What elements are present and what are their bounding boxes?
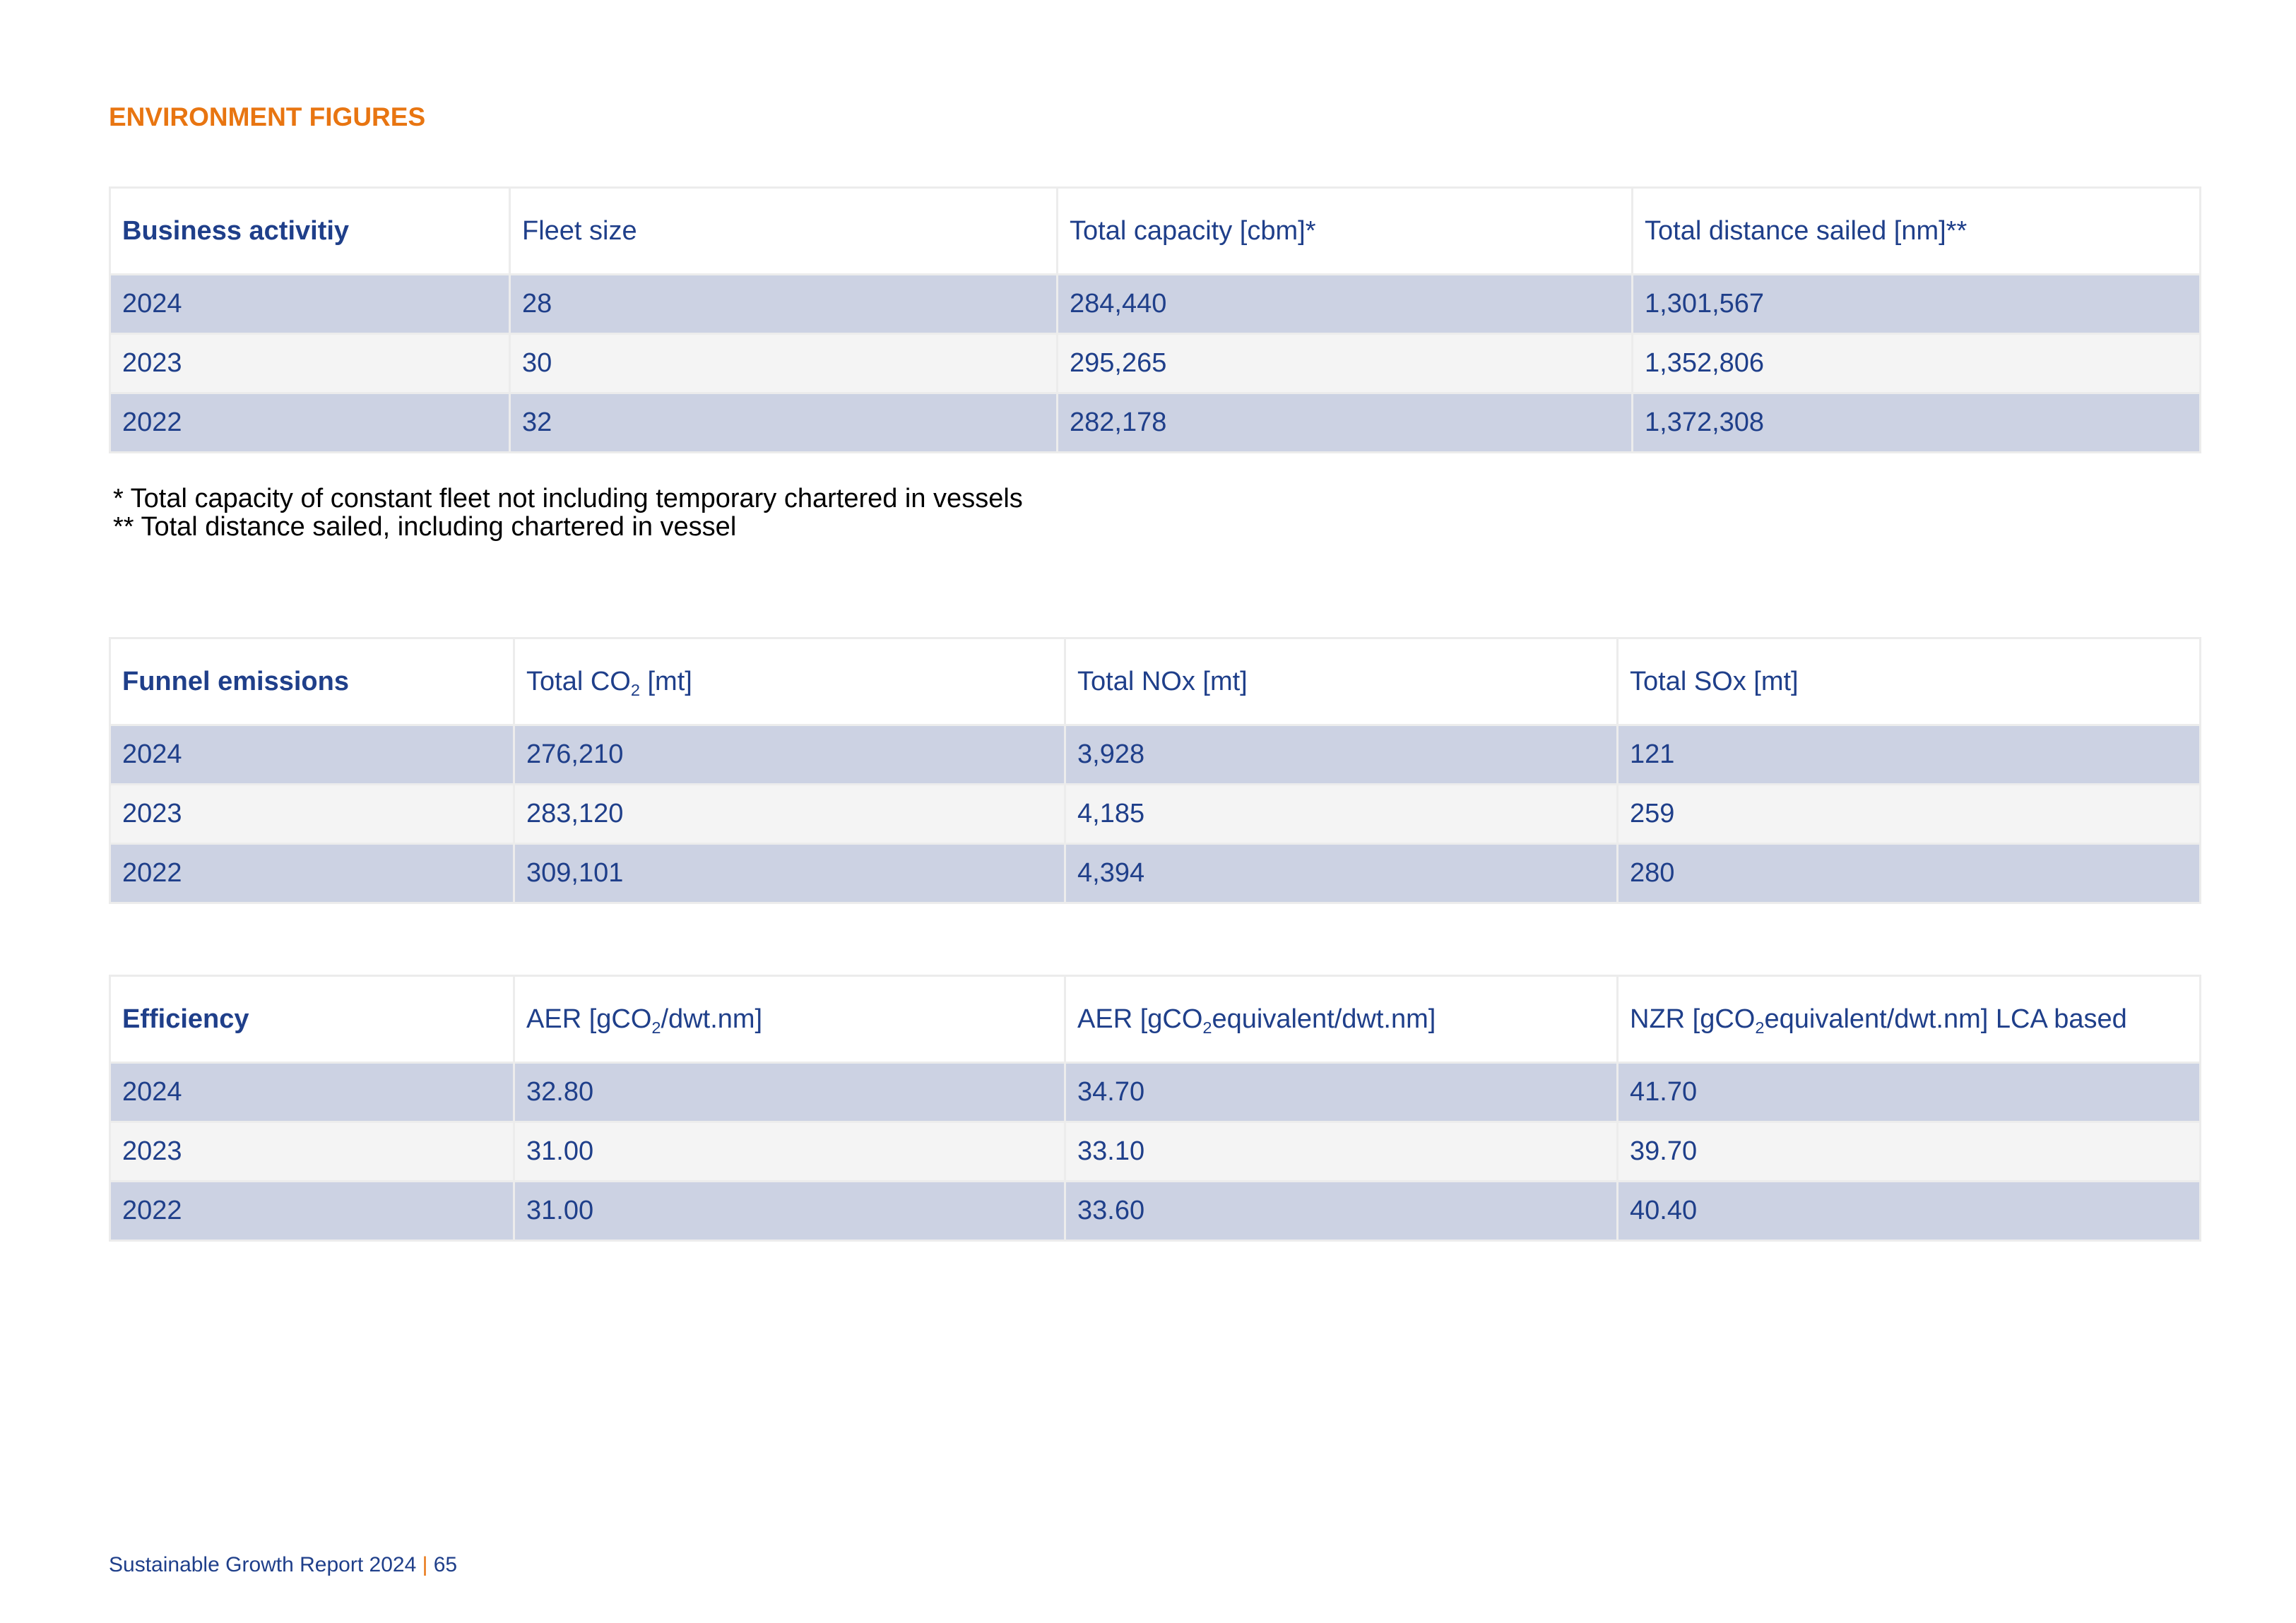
- column-header-total-nox: Total NOx [mt]: [1065, 638, 1618, 725]
- table-row: [110, 1063, 2201, 1122]
- total-capacity-cell: 284,440: [1058, 275, 1633, 334]
- footnotes: [113, 484, 1023, 541]
- year-cell: 2022: [110, 1182, 514, 1241]
- footer-separator: |: [422, 1553, 428, 1576]
- aer-cell: 31.00: [514, 1122, 1065, 1182]
- table-row: [110, 1122, 2201, 1182]
- sox-cell: 259: [1618, 785, 2201, 844]
- aer-equivalent-cell: 33.10: [1065, 1122, 1618, 1182]
- nox-cell: 4,185: [1065, 785, 1618, 844]
- column-header-total-capacity: Total capacity [cbm]*: [1058, 188, 1633, 275]
- sox-cell: 280: [1618, 844, 2201, 903]
- nzr-cell: 40.40: [1618, 1182, 2201, 1241]
- table-row: [110, 844, 2201, 903]
- total-distance-cell: 1,372,308: [1633, 393, 2201, 453]
- total-distance-cell: 1,301,567: [1633, 275, 2201, 334]
- subscript: 2: [651, 1018, 661, 1037]
- table-row: [110, 785, 2201, 844]
- business-activity-table: [109, 186, 2201, 453]
- year-cell: 2022: [110, 393, 510, 453]
- year-cell: 2023: [110, 1122, 514, 1182]
- table-row: [110, 725, 2201, 785]
- footnote-capacity: * Total capacity of constant fleet not including temporary chartered in vessels: [113, 484, 1023, 513]
- co2-cell: 283,120: [514, 785, 1065, 844]
- header-text-unit: [mt]: [639, 666, 692, 696]
- co2-cell: 276,210: [514, 725, 1065, 785]
- fleet-size-cell: 30: [510, 334, 1058, 393]
- column-header-total-distance: Total distance sailed [nm]**: [1633, 188, 2201, 275]
- table-row: [110, 1182, 2201, 1241]
- year-cell: 2024: [110, 1063, 514, 1122]
- column-header-efficiency: Efficiency: [110, 976, 514, 1063]
- page-title: ENVIRONMENT FIGURES: [109, 102, 426, 131]
- column-header-aer-equivalent: [1065, 976, 1618, 1063]
- year-cell: 2024: [110, 275, 510, 334]
- nzr-cell: 41.70: [1618, 1063, 2201, 1122]
- fleet-size-cell: 32: [510, 393, 1058, 453]
- table-row: [110, 275, 2201, 334]
- table-header-row: [110, 638, 2201, 725]
- total-capacity-cell: 282,178: [1058, 393, 1633, 453]
- page-footer: [109, 1552, 457, 1578]
- funnel-emissions-table: [109, 637, 2201, 904]
- header-text: AER [gCO: [1077, 1004, 1203, 1034]
- efficiency-table: [109, 975, 2201, 1242]
- footer-page-number: 65: [433, 1553, 458, 1576]
- header-text: Total CO: [526, 666, 631, 696]
- column-header-total-co2: [514, 638, 1065, 725]
- table-header-row: [110, 976, 2201, 1063]
- column-header-nzr: [1618, 976, 2201, 1063]
- co2-cell: 309,101: [514, 844, 1065, 903]
- column-header-fleet-size: Fleet size: [510, 188, 1058, 275]
- header-text: AER [gCO: [526, 1004, 652, 1034]
- subscript: 2: [630, 680, 640, 699]
- header-text-unit: equivalent/dwt.nm] LCA based: [1764, 1004, 2127, 1034]
- column-header-aer: [514, 976, 1065, 1063]
- nox-cell: 4,394: [1065, 844, 1618, 903]
- table-header-row: [110, 188, 2201, 275]
- aer-cell: 32.80: [514, 1063, 1065, 1122]
- header-text-unit: equivalent/dwt.nm]: [1212, 1004, 1436, 1034]
- year-cell: 2023: [110, 334, 510, 393]
- table-row: [110, 334, 2201, 393]
- nzr-cell: 39.70: [1618, 1122, 2201, 1182]
- subscript: 2: [1755, 1018, 1765, 1037]
- total-capacity-cell: 295,265: [1058, 334, 1633, 393]
- total-distance-cell: 1,352,806: [1633, 334, 2201, 393]
- column-header-business-activity: Business activitiy: [110, 188, 510, 275]
- column-header-total-sox: Total SOx [mt]: [1618, 638, 2201, 725]
- footnote-distance: ** Total distance sailed, including chartered in vessel: [113, 512, 737, 542]
- aer-equivalent-cell: 33.60: [1065, 1182, 1618, 1241]
- sox-cell: 121: [1618, 725, 2201, 785]
- year-cell: 2024: [110, 725, 514, 785]
- nox-cell: 3,928: [1065, 725, 1618, 785]
- header-text-unit: /dwt.nm]: [661, 1004, 763, 1034]
- subscript: 2: [1202, 1018, 1212, 1037]
- year-cell: 2022: [110, 844, 514, 903]
- fleet-size-cell: 28: [510, 275, 1058, 334]
- column-header-funnel-emissions: Funnel emissions: [110, 638, 514, 725]
- table-row: [110, 393, 2201, 453]
- aer-cell: 31.00: [514, 1182, 1065, 1241]
- aer-equivalent-cell: 34.70: [1065, 1063, 1618, 1122]
- footer-report-title: Sustainable Growth Report 2024: [109, 1553, 417, 1576]
- header-text: NZR [gCO: [1630, 1004, 1756, 1034]
- year-cell: 2023: [110, 785, 514, 844]
